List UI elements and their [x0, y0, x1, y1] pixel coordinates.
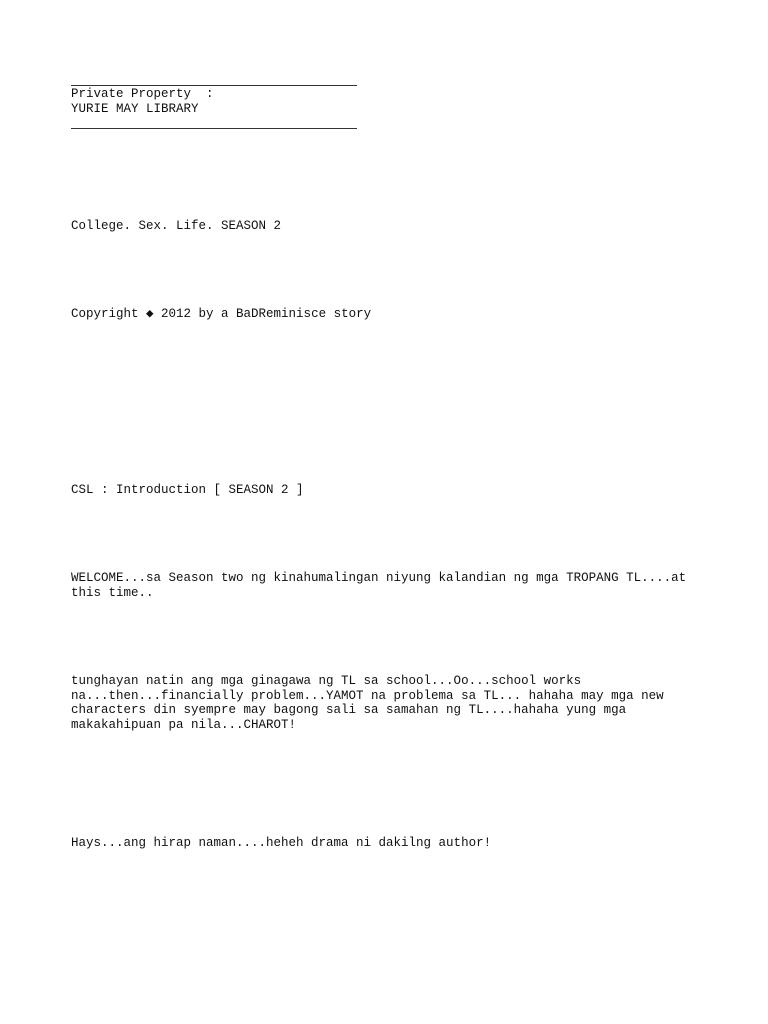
chapter-heading: CSL : Introduction [ SEASON 2 ] — [71, 483, 304, 497]
library-name: YURIE MAY LIBRARY — [71, 101, 199, 116]
paragraph-author-note: Hays...ang hirap naman....heheh drama ni dakilng author! — [71, 836, 492, 850]
paragraph-synopsis: tunghayan natin ang mga ginagawa ng TL sa school...Oo...school works na...then...financially problem...YAMOT na problema sa TL... hahaha may mga new characters din syempre may bagong sali sa samahan ng TL....hahaha yung mga makakahipuan pa nila...CHAROT! — [71, 674, 672, 732]
story-title: College. Sex. Life. SEASON 2 — [71, 219, 282, 233]
copyright-line: Copyright ◆ 2012 by a BaDReminisce story — [71, 307, 372, 321]
ownership-label: Private Property : — [71, 87, 214, 101]
bottom-divider — [71, 128, 357, 129]
paragraph-welcome: WELCOME...sa Season two ng kinahumalingan niyung kalandian ng mga TROPANG TL....at this time.. — [71, 571, 694, 600]
top-divider — [71, 85, 357, 86]
